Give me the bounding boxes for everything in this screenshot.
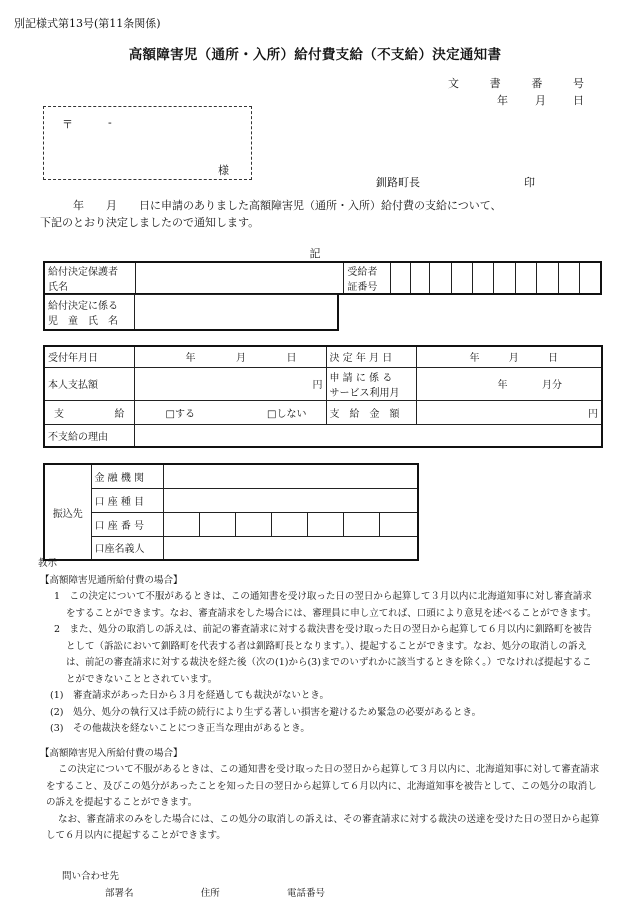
- department-label: 部署名: [105, 888, 134, 899]
- phone-label: 電話番号: [286, 888, 325, 899]
- postal-code-dash: -: [108, 116, 112, 129]
- instructions-heading: 教示: [38, 558, 58, 569]
- label-line: 受給者: [347, 267, 378, 278]
- document-number-label: [448, 75, 584, 91]
- payment-no-checkbox[interactable]: □しない: [267, 408, 307, 420]
- payment-label: [44, 400, 134, 424]
- section-title: 【高額障害児入所給付費の場合】: [40, 747, 183, 759]
- issue-date: [497, 92, 584, 108]
- date-month: 月: [535, 94, 546, 107]
- recipient-number-digit[interactable]: [515, 262, 536, 294]
- document-title: 高額障害児（通所・入所）給付費支給（不支給）決定通知書: [128, 47, 502, 63]
- child-table: [43, 294, 339, 331]
- recipient-number-digit[interactable]: [410, 262, 429, 294]
- child-name-field[interactable]: [134, 295, 338, 330]
- contact-label: 問い合わせ先: [62, 871, 120, 882]
- instructions: [40, 556, 600, 845]
- intro-line: 下記のとおり決定しましたので通知します。: [40, 216, 260, 229]
- service-month-label: [326, 367, 416, 400]
- payment-amount-label: 支 給 金 額: [326, 400, 416, 424]
- account-holder-label: 口座名義人: [91, 536, 163, 560]
- date-month: 月: [508, 353, 519, 365]
- guardian-table: [43, 261, 602, 295]
- instruction-paragraph: なお、審査請求のみをした場合には、この処分の取消しの訴えは、その審査請求に対する裁決の送達を受けた日の翌日から起算して６月以内に提起することができます。: [46, 813, 600, 841]
- intro-line: 年 月 日に申請のありました高額障害児（通所・入所）給付費の支給について、: [40, 199, 502, 212]
- issuer-name: 釧路町長: [376, 176, 420, 189]
- label-char: 給: [114, 408, 125, 420]
- payment-options: [134, 400, 326, 424]
- self-pay-field[interactable]: [134, 367, 326, 400]
- date-day: 日: [286, 353, 297, 365]
- label-line: 児 童 氏 名: [48, 315, 118, 327]
- account-type-label: 口 座 種 目: [91, 488, 163, 512]
- decision-date-field[interactable]: [416, 346, 602, 367]
- decision-date-label: 決 定 年 月 日: [326, 346, 416, 367]
- account-number-digit[interactable]: [343, 512, 379, 536]
- instruction-subitem: (3) その他裁決を経ないことにつき正当な理由があるとき。: [50, 723, 310, 734]
- contact-fields: [105, 885, 325, 899]
- account-number-digit[interactable]: [199, 512, 235, 536]
- date-day: 日: [548, 353, 558, 365]
- payment-yes-checkbox[interactable]: □する: [165, 408, 195, 420]
- recipient-number-label: [344, 262, 391, 294]
- bank-field[interactable]: [163, 464, 418, 488]
- date-month: 月: [236, 353, 246, 365]
- instruction-paragraph: この決定について不服があるときは、この通知書を受け取った日の翌日から起算して３月以内に、北海道知事に対して審査請求をすること、及びこの処分があったことを知った日の翌日から起算して６月以内に、北海道知事を被告として、この処分の取消しの訴えを提起することができます。: [46, 764, 600, 808]
- seal-mark: 印: [524, 176, 535, 189]
- doc-number-char: 文: [448, 77, 459, 90]
- label-line: 給付決定に係る: [48, 300, 118, 312]
- section-title: 【高額障害児通所給付費の場合】: [40, 574, 183, 586]
- label-line: 証番号: [347, 282, 378, 293]
- payment-amount-field[interactable]: [416, 400, 602, 424]
- form-number: 別記様式第13号(第11条関係): [14, 17, 161, 30]
- label-line: 申 請 に 係 る: [329, 372, 393, 384]
- date-year: 年: [469, 353, 480, 365]
- recipient-number-digit[interactable]: [391, 262, 410, 294]
- child-name-label: [44, 295, 134, 330]
- label-char: 支: [54, 408, 64, 420]
- transfer-table: [43, 463, 419, 561]
- received-date-label: 受付年月日: [44, 346, 134, 367]
- date-year: 年: [497, 94, 508, 107]
- account-number-digit[interactable]: [379, 512, 418, 536]
- postal-mark: 〒: [62, 118, 73, 131]
- label-line: 給付決定保護者: [48, 267, 118, 278]
- instruction-item: 1 この決定について不服があるときは、この通知書を受け取った日の翌日から起算して３月以内に北海道知事に対し審査請求をすることができます。なお、審査請求をした場合には、審理員に申し立てれば、口頭により意見を述べることができます。: [54, 591, 597, 619]
- recipient-honorific: 様: [218, 164, 229, 177]
- instruction-subitem: (1) 審査請求があった日から３月を経過しても裁決がないとき。: [50, 690, 329, 701]
- transfer-label: 振込先: [44, 464, 91, 560]
- account-number-label: 口 座 番 号: [91, 512, 163, 536]
- recipient-number-digit[interactable]: [558, 262, 579, 294]
- label-line: 氏名: [48, 282, 68, 293]
- account-number-digit[interactable]: [163, 512, 199, 536]
- account-number-digit[interactable]: [307, 512, 343, 536]
- instruction-item: 2 また、処分の取消しの訴えは、前記の審査請求に対する裁決書を受け取った日の翌日から起算して６月以内に釧路町を被告として（訴訟において釧路町を代表する者は釧路町長となります。）、提起することができます。なお、処分の取消しの訴えは、前記の審査請求に対する裁決を経た後（次の(1)から(3)までのいずれかに該当するときを除く。）でなければ提起することができないこととされています。: [54, 624, 593, 685]
- recipient-number-digit[interactable]: [472, 262, 493, 294]
- doc-number-char: 書: [489, 77, 501, 90]
- guardian-name-field[interactable]: [136, 262, 344, 294]
- doc-number-char: 号: [572, 77, 584, 90]
- yen-unit: 円: [588, 408, 598, 420]
- date-year: 年: [185, 353, 196, 365]
- recipient-number-digit[interactable]: [494, 262, 515, 294]
- received-date-field[interactable]: [134, 346, 326, 367]
- account-number-digit[interactable]: [271, 512, 307, 536]
- nonpayment-reason-label: 不支給の理由: [44, 424, 134, 447]
- yen-unit: 円: [312, 380, 323, 391]
- month-year: 年: [497, 380, 508, 391]
- guardian-name-label: [44, 262, 136, 294]
- account-number-digit[interactable]: [235, 512, 271, 536]
- service-month-field[interactable]: [416, 367, 602, 400]
- self-pay-label: 本人支払額: [44, 367, 134, 400]
- recipient-number-digit[interactable]: [580, 262, 601, 294]
- decision-table: [43, 345, 603, 448]
- date-day: 日: [573, 94, 584, 107]
- recipient-number-digit[interactable]: [451, 262, 472, 294]
- bank-label: 金 融 機 関: [91, 464, 163, 488]
- month-unit: 月分: [542, 380, 562, 391]
- intro-text: [40, 197, 595, 231]
- label-line: サービス利用月: [329, 387, 400, 399]
- nonpayment-reason-field[interactable]: [134, 424, 602, 447]
- account-type-field[interactable]: [163, 488, 418, 512]
- ki-heading: 記: [309, 247, 321, 260]
- address-label: 住所: [200, 888, 220, 899]
- recipient-number-digit[interactable]: [430, 262, 451, 294]
- doc-number-char: 番: [531, 77, 543, 90]
- recipient-number-digit[interactable]: [537, 262, 558, 294]
- instruction-subitem: (2) 処分、処分の執行又は手続の続行により生ずる著しい損害を避けるため緊急の必要があるとき。: [50, 706, 482, 718]
